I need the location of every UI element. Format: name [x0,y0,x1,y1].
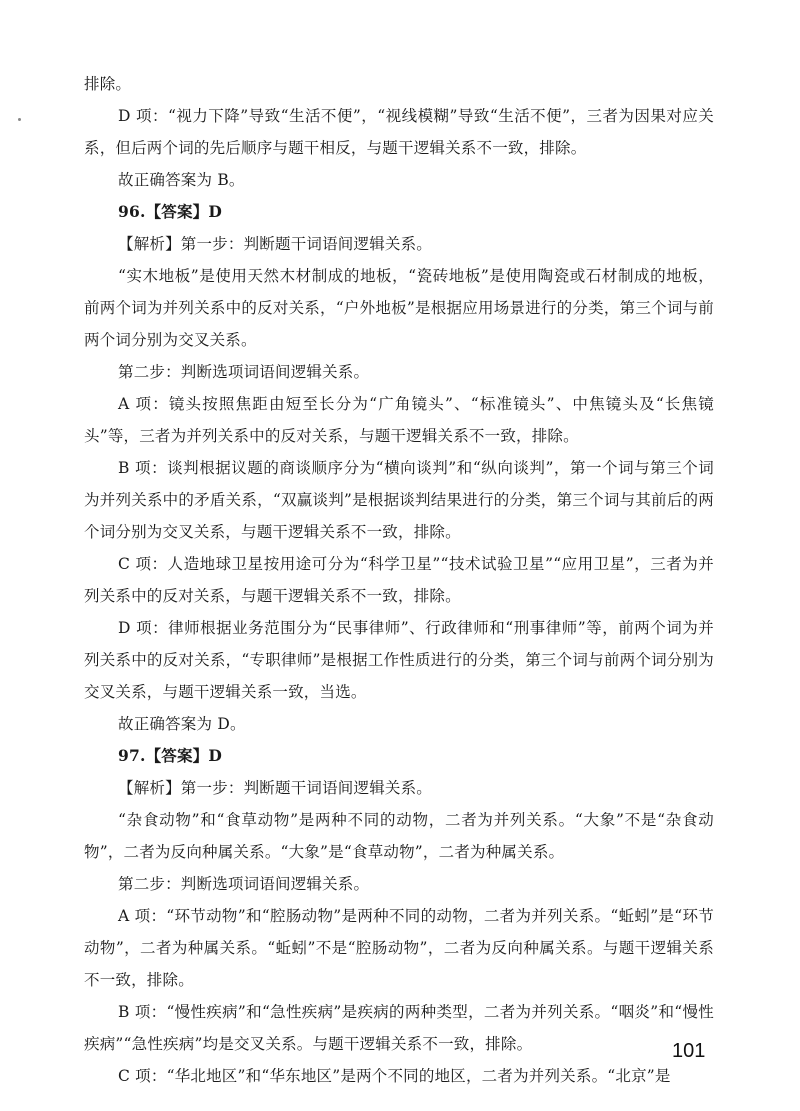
option-c-97: C 项：“华北地区”和“华东地区”是两个不同的地区，二者为并列关系。“北京”是 [118,1067,671,1085]
paragraph-2: D 项：“视力下降”导致“生活不便”，“视线模糊”导致“生活不便”，三者为因果对应关系，但后两个词的先后顺序与题干相反，与题干逻辑关系不一致，排除。 [84,107,714,157]
answer-heading-97: 97.【答案】D [118,746,223,765]
answer-heading-96: 96.【答案】D [118,202,223,221]
option-a-96: A 项：镜头按照焦距由短至长分为“广角镜头”、“标准镜头”、中焦镜头及“长焦镜头”等，三者为并列关系中的反对关系，与题干逻辑关系不一致，排除。 [84,395,714,445]
option-d-96: D 项：律师根据业务范围分为“民事律师”、行政律师和“刑事律师”等，前两个词为并列关系中的反对关系，“专职律师”是根据工作性质进行的分类，第三个词与前两个词分别为交叉关系，与题干逻辑关系一致，当选。 [84,619,714,701]
analysis-heading-96: 【解析】第一步：判断题干词语间逻辑关系。 [118,235,433,253]
option-b-97: B 项：“慢性疾病”和“急性疾病”是疾病的两种类型，二者为并列关系。“咽炎”和“慢性疾病”“急性疾病”均是交叉关系。与题干逻辑关系不一致，排除。 [84,1003,714,1053]
option-c-96: C 项：人造地球卫星按用途可分为“科学卫星”“技术试验卫星”“应用卫星”，三者为并列关系中的反对关系，与题干逻辑关系不一致，排除。 [84,555,714,605]
paragraph-16: 第二步：判断选项词语间逻辑关系。 [118,875,370,893]
page-body [84,68,714,1092]
analysis-heading-97: 【解析】第一步：判断题干词语间逻辑关系。 [118,779,433,797]
page-number: 101 [672,1040,706,1062]
paragraph-7: 第二步：判断选项词语间逻辑关系。 [118,363,370,381]
paragraph-1: 排除。 [84,75,132,93]
paragraph-6: “实木地板”是使用天然木材制成的地板，“瓷砖地板”是使用陶瓷或石材制成的地板，前两个词为并列关系中的反对关系，“户外地板”是根据应用场景进行的分类，第三个词与前两个词分别为交叉关系。 [84,267,714,349]
paragraph-15: “杂食动物”和“食草动物”是两种不同的动物，二者为并列关系。“大象”不是“杂食动物”，二者为反向种属关系。“大象”是“食草动物”，二者为种属关系。 [84,811,714,861]
option-b-96: B 项：谈判根据议题的商谈顺序分为“横向谈判”和“纵向谈判”，第一个词与第三个词为并列关系中的矛盾关系，“双赢谈判”是根据谈判结果进行的分类，第三个词与其前后的两个词分别为交叉关系，与题干逻辑关系不一致，排除。 [84,459,714,541]
scan-speck [18,118,21,121]
paragraph-3: 故正确答案为 B。 [118,171,245,189]
paragraph-12: 故正确答案为 D。 [118,715,246,733]
option-a-97: A 项：“环节动物”和“腔肠动物”是两种不同的动物，二者为并列关系。“蚯蚓”是“环节动物”，二者为种属关系。“蚯蚓”不是“腔肠动物”，二者为反向种属关系。与题干逻辑关系不一致，排除。 [84,907,714,989]
